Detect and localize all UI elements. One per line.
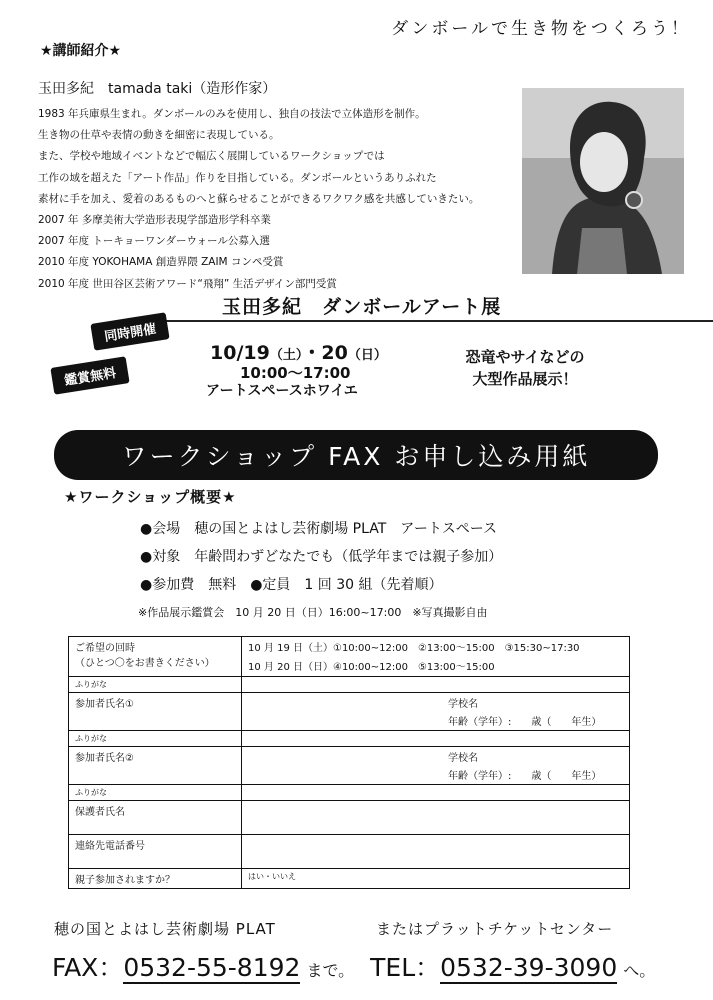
footer-or: またはプラットチケットセンター <box>376 920 614 938</box>
participant2-input[interactable] <box>242 747 630 785</box>
tel-suffix: へ。 <box>623 961 656 980</box>
slots-day2: 10 月 20 日（日）④10:00~12:00 ⑤13:00～15:00 <box>248 662 495 673</box>
exhibition-venue: アートスペースホワイエ <box>206 383 358 399</box>
footer-org: 穂の国とよはし芸術劇場 PLAT <box>54 920 276 938</box>
fax-form-title: ワークショップ FAX お申し込み用紙 <box>54 430 658 480</box>
exhibition-dates <box>210 338 387 365</box>
bio-line: 工作の域を超えた「アート作品」作りを目指している。ダンボールというありふれた <box>38 171 437 184</box>
form-row-furigana-2 <box>69 731 630 747</box>
guardian-label: 保護者氏名 <box>69 801 242 835</box>
guardian-input[interactable] <box>242 801 630 835</box>
furigana-label: ふりがな <box>69 785 242 801</box>
form-row-participant-2 <box>69 747 630 785</box>
form-row-furigana-1 <box>69 677 630 693</box>
age-label: 年齢（学年）: 歳（ 年生） <box>448 717 602 728</box>
instructor-name: 玉田多紀 tamada taki（造形作家） <box>38 81 277 97</box>
application-form <box>68 636 630 889</box>
workshop-target: ●対象 年齢問わずどなたでも（低学年までは親子参加） <box>140 549 503 565</box>
form-row-phone <box>69 835 630 869</box>
day-a: （土） <box>269 348 303 363</box>
instructor-photo <box>522 88 684 274</box>
tagline: ダンボールで生き物をつくろう！ <box>391 19 691 39</box>
date-b: 20 <box>321 342 348 364</box>
exhibition-time: 10:00〜17:00 <box>240 364 351 382</box>
workshop-venue: ●会場 穂の国とよはし芸術劇場 PLAT アートスペース <box>140 521 498 537</box>
phone-input[interactable] <box>242 835 630 869</box>
fax-label: FAX： <box>52 953 124 982</box>
form-row-furigana-3 <box>69 785 630 801</box>
divider <box>118 320 713 322</box>
participant1-label: 参加者氏名① <box>69 693 242 731</box>
phone-label: 連絡先電話番号 <box>69 835 242 869</box>
form-row-slots <box>69 637 630 677</box>
bio-line: 生き物の仕草や表情の動きを細密に表現している。 <box>38 129 280 142</box>
parent-answer-choices[interactable]: はい・いいえ <box>242 869 630 889</box>
bio-line: 1983 年兵庫県生まれ。ダンボールのみを使用し、独自の技法で立体造形を制作。 <box>38 108 426 120</box>
participant2-label: 参加者氏名② <box>69 747 242 785</box>
instructor-bio <box>38 104 528 295</box>
date-sep: ・ <box>302 342 322 364</box>
concurrent-event-banner: 同時開催 <box>90 312 169 351</box>
works-line-1: 恐竜やサイなどの <box>465 348 585 366</box>
school-label: 学校名 <box>448 753 478 764</box>
tel-number[interactable]: 0532-39-3090 <box>440 953 618 982</box>
bio-line: 2010 年度 世田谷区芸術アワード“飛翔” 生活デザイン部門受賞 <box>38 277 337 290</box>
workshop-note: ※作品展示鑑賞会 10 月 20 日（日）16:00~17:00 ※写真撮影自由 <box>138 606 488 619</box>
slot-options-cell[interactable] <box>242 637 630 677</box>
furigana-input-2[interactable] <box>242 731 630 747</box>
works-line-2: 大型作品展示！ <box>472 370 578 388</box>
age-label: 年齢（学年）: 歳（ 年生） <box>448 771 602 782</box>
furigana-input-1[interactable] <box>242 677 630 693</box>
bio-line: 素材に手を加え、愛着のあるものへと蘇らせることができるワクワク感を共感していきたい。 <box>38 192 480 205</box>
workshop-overview-title: ★ワークショップ概要★ <box>64 488 237 506</box>
slot-label: ご希望の回時 <box>75 643 135 654</box>
participant1-input[interactable] <box>242 693 630 731</box>
furigana-label: ふりがな <box>69 731 242 747</box>
bio-line: 2007 年 多摩美術大学造形表現学部造形学科卒業 <box>38 214 271 227</box>
instructor-section-title: ★講師紹介★ <box>40 43 122 59</box>
slot-label-cell <box>69 637 242 677</box>
fax-suffix: まで。 <box>306 961 355 980</box>
slot-instruction: （ひとつ〇をお書きください） <box>75 658 215 669</box>
bio-line: 2010 年度 YOKOHAMA 創造界隈 ZAIM コンペ受賞 <box>38 256 284 269</box>
furigana-label: ふりがな <box>69 677 242 693</box>
bio-line: 2007 年度 トーキョーワンダーウォール公募入選 <box>38 235 270 248</box>
slots-day1: 10 月 19 日（土）①10:00~12:00 ②13:00～15:00 ③15:30~17:30 <box>248 643 580 654</box>
form-row-guardian <box>69 801 630 835</box>
tel-label: TEL： <box>370 953 441 982</box>
fax-number[interactable]: 0532-55-8192 <box>123 953 301 982</box>
bio-line: また、学校や地域イベントなどで幅広く展開しているワークショップでは <box>38 150 385 163</box>
large-works-callout <box>430 346 620 390</box>
school-label: 学校名 <box>448 699 478 710</box>
parent-question: 親子参加されますか？ <box>69 869 242 889</box>
workshop-fee-capacity: ●参加費 無料 ●定員 1 回 30 組（先着順） <box>140 577 443 593</box>
date-a: 10/19 <box>210 342 270 364</box>
furigana-input-3[interactable] <box>242 785 630 801</box>
form-row-parent <box>69 869 630 889</box>
exhibition-title: 玉田多紀 ダンボールアート展 <box>222 296 502 318</box>
form-row-participant-1 <box>69 693 630 731</box>
free-admission-banner: 鑑賞無料 <box>50 356 129 395</box>
footer-contact-line <box>52 948 655 984</box>
day-b: （日） <box>347 348 387 363</box>
